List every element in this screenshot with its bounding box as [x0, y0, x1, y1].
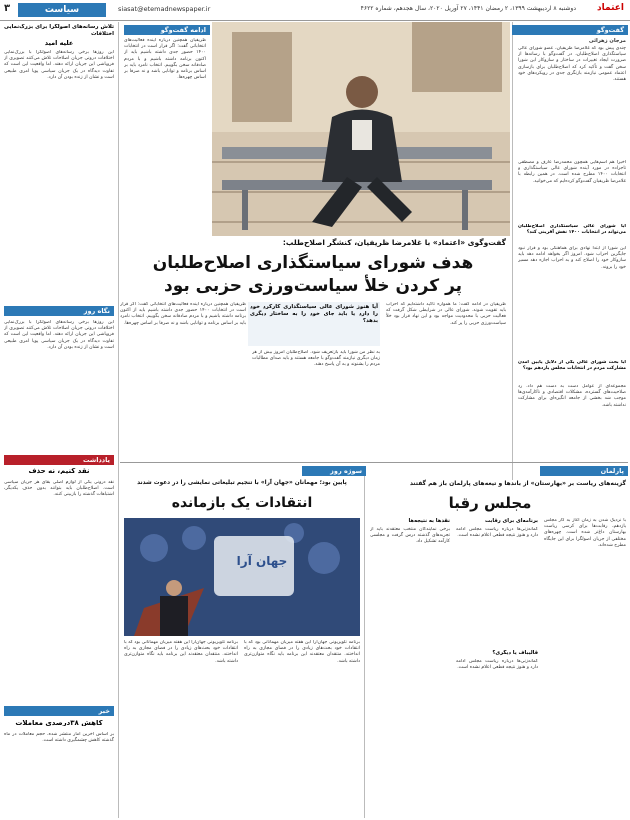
section-label-interview: گفت‌وگو — [512, 25, 628, 35]
section-label-topic: سوژه روز — [302, 466, 366, 476]
headline-line-1: هدف شورای سیاستگذاری اصلاح‌طلبان — [152, 253, 474, 273]
article-body: ظریفیان همچنین درباره آینده فعالیت‌های انتخاباتی گفت: اگر قرار است در انتخابات ۱۴۰۰ حضور جدی داشته باشیم باید از اکنون برنامه داشته باشیم و با مردم صادقانه سخن بگوییم. انتخاب نامزد باید بر اساس برنامه و توانایی باشد و نه صرفا بر اساس چهره‌ها. — [120, 302, 246, 326]
article-body: برنامه تلویزیونی جهان‌آرا این هفته میزبان مهمانانی بود که با انتقادات خود بحث‌های زیادی را در فضای مجازی به راه انداختند. منتقدان معتقدند این برنامه باید نگاه متوازن‌تری داشته باشد. — [124, 640, 238, 664]
article-subtitle: علیه امید — [44, 40, 74, 47]
headline-kicker: گفت‌وگوی «اعتماد» با غلامرضا ظریفیان، کنشگر اصلاح‌طلب: — [282, 238, 506, 247]
interview-question: آیا بحث شورای عالی یکی از دلایل پایین آمدن مشارکت مردم در انتخابات مجلس یازدهم بود؟ — [518, 360, 626, 372]
pull-quote: آیا هنوز شورای عالی سیاستگذاری کارکرد خود را دارد یا باید جای خود را به ساختار دیگری بدهد؟ — [248, 302, 380, 346]
column-divider — [512, 22, 513, 480]
article-body: به نظر من شورا باید بازتعریف شود. اصلاح‌طلبان امروز بیش از هر زمان دیگری نیازمند گفت‌وگو با جامعه هستند و باید صدای مطالبات مردم را بشنوند و به آن پاسخ دهند. — [252, 350, 380, 368]
headline: انتقادات یک بازمانده — [171, 495, 313, 511]
article-body: برخی نمایندگان منتخب معتقدند باید از تجربه‌های گذشته درس گرفت و مجلسی کارآمد تشکیل داد. — [370, 527, 450, 545]
column-divider — [118, 22, 119, 818]
article-body: نقد درونی یکی از لوازم اصلی بقای هر جریان سیاسی است. اصلاح‌طلبان باید بتوانند بدون حذف یکدیگر، اشتباهات گذشته را بازبینی کنند. — [4, 480, 114, 498]
article-body: بر اساس آخرین آمار منتشر شده، حجم معاملات در ماه گذشته کاهش چشمگیری داشته است. — [4, 732, 114, 744]
article-body: ظریفیان در ادامه گفت: ما همواره تأکید داشته‌ایم که احزاب باید تقویت شوند. شورای عالی در شرایطی شکل گرفت که فعالیت حزبی با محدودیت مواجه بود و این نهاد قرار بود خلأ سیاست‌ورزی حزبی را پر کند. — [386, 302, 506, 326]
newspaper-logo: اعتماد — [597, 3, 624, 13]
headline-line-2: پر کردن خلأ سیاست‌ورزی حزبی بود — [163, 276, 463, 296]
section-divider — [120, 462, 628, 463]
article-body: گمانه‌زنی‌ها درباره ریاست مجلس ادامه دارد و هنوز نتیجه قطعی اعلام نشده است. — [456, 527, 538, 539]
article-body: این شورا از ابتدا نهادی برای هماهنگی بود و قرار نبود جایگزین احزاب شود. امروز اگر بخواهد ادامه دهد باید سازوکار خود را اصلاح کند و به احزاب اجازه دهد مسیر خود را بروند. — [518, 246, 626, 270]
article-subhead: قالیباف یا دیگری؟ — [492, 650, 538, 656]
article-body: با نزدیک شدن به زمان آغاز به کار مجلس یازدهم، رقابت‌ها برای کرسی ریاست بهارستان داغ‌تر شده است. چهره‌های مختلفی از جریان اصولگرا برای این جایگاه مطرح شده‌اند. — [544, 518, 626, 548]
headline: مجلس رقبا — [448, 494, 532, 512]
section-title: سیاست — [18, 3, 106, 17]
section-label-continued: ادامه گفت‌وگو — [124, 25, 210, 35]
article-body: اخیرا هم اسم‌هایی همچون محمدرضا عارف و مصطفی تاجزاده در مورد آینده شورای عالی سیاستگذاری و انتخابات ۱۴۰۰ مطرح شده است. در همین رابطه با غلامرضا ظریفیان گفت‌وگو کرده‌ایم که می‌خوانید. — [518, 160, 626, 184]
tv-program-photo — [124, 518, 360, 636]
article-subhead: نقدها به نتیجه‌ها — [408, 518, 450, 524]
article-body: چندی پیش بود که غلامرضا ظریفیان، عضو شورای عالی سیاستگذاری اصلاح‌طلبان، در گفت‌وگو با رسانه‌ها از ضرورت ایجاد تغییرات در ساختار و سازوکار این شورا سخن گفت و تأکید کرد که اصلاح‌طلبان برای بازسازی اعتماد عمومی نیازمند بازنگری جدی در رویکردهای خود هستند. — [518, 46, 626, 83]
studio-illustration — [124, 518, 360, 636]
interview-question: آیا شورای عالی سیاستگذاری اصلاح‌طلبان می‌تواند در انتخابات ۱۴۰۰ نقش آفرینی کند؟ — [518, 224, 626, 236]
issue-date: دوشنبه ۸ اردیبهشت ۱۳۹۹، ۲ رمضان ۱۴۴۱، ۲۷ آوریل ۲۰۲۰، سال هجدهم، شماره ۴۶۲۲ — [360, 5, 576, 12]
article-title: کاهش ۳۸درصدی معاملات — [15, 720, 103, 727]
article-body: این روزها برخی رسانه‌های اصولگرا با بزرگ‌نمایی اختلافات درونی جریان اصلاحات تلاش می‌کنند تصویری از فروپاشی این جریان ارائه دهند. اما واقعیت این است که تفاوت دیدگاه در یک جریان سیاسی پویا امری طبیعی است و نشان از زنده بودن آن دارد. — [4, 50, 114, 80]
portrait-illustration — [212, 22, 510, 236]
interview-photo — [212, 22, 510, 236]
article-subhead: برنامه‌ای برای رقابت — [484, 518, 538, 524]
byline: مرجان زهرائی — [588, 38, 626, 44]
article-body: ظریفیان همچنین درباره آینده فعالیت‌های انتخاباتی گفت: اگر قرار است در انتخابات ۱۴۰۰ حضور جدی داشته باشیم باید از اکنون برنامه داشته باشیم و با مردم صادقانه سخن بگوییم. انتخاب نامزد باید بر اساس برنامه و توانایی باشد و نه صرفا بر اساس چهره‌ها. — [124, 38, 206, 81]
program-logo-text: جهان آرا — [236, 554, 288, 568]
headline-kicker: گزینه‌های ریاست بر «بهارستان» از باندها و تیغه‌های پارلمان باز هم گفتند — [409, 480, 626, 487]
section-label-parliament: پارلمان — [540, 466, 628, 476]
article-body: مجموعه‌ای از عوامل دست به دست هم داد. رد صلاحیت‌های گسترده، مشکلات اقتصادی و ناکارآمدی‌ها موجب شد بخشی از جامعه انگیزه‌ای برای مشارکت نداشته باشد. — [518, 384, 626, 408]
article-body: این روزها برخی رسانه‌های اصولگرا با بزرگ‌نمایی اختلافات درونی جریان اصلاحات تلاش می‌کنند تصویری از فروپاشی این جریان ارائه دهند. اما واقعیت این است که تفاوت دیدگاه در یک جریان سیاسی پویا امری طبیعی است و نشان از زنده بودن آن دارد. — [4, 320, 114, 350]
section-label-note: نگاه روز — [4, 306, 114, 316]
article-body: برنامه تلویزیونی جهان‌آرا این هفته میزبان مهمانانی بود که با انتقادات خود بحث‌های زیادی را در فضای مجازی به راه انداختند. منتقدان معتقدند این برنامه باید نگاه متوازن‌تری داشته باشد. — [244, 640, 360, 664]
column-divider — [364, 466, 365, 818]
section-label-editorial: یادداشت — [4, 455, 114, 465]
article-title: نقد کنیم، نه حذف — [28, 468, 90, 475]
headline-kicker: پایین بود؛ مهمانان «جهان آرا» با تنجیم تبلیغاتی نمایشی را در دعوت شدند — [137, 480, 347, 486]
section-email[interactable]: siasat@etemadnewspaper.ir — [118, 5, 211, 13]
article-body: گمانه‌زنی‌ها درباره ریاست مجلس ادامه دارد و هنوز نتیجه قطعی اعلام نشده است. — [456, 659, 538, 671]
article-title: تلاش رسانه‌های اصولگرا برای بزرگ‌نمایی اختلافات — [4, 24, 114, 37]
page-number: ۳ — [4, 3, 11, 14]
section-label-news: خبر — [4, 706, 114, 716]
page-header — [0, 0, 630, 21]
